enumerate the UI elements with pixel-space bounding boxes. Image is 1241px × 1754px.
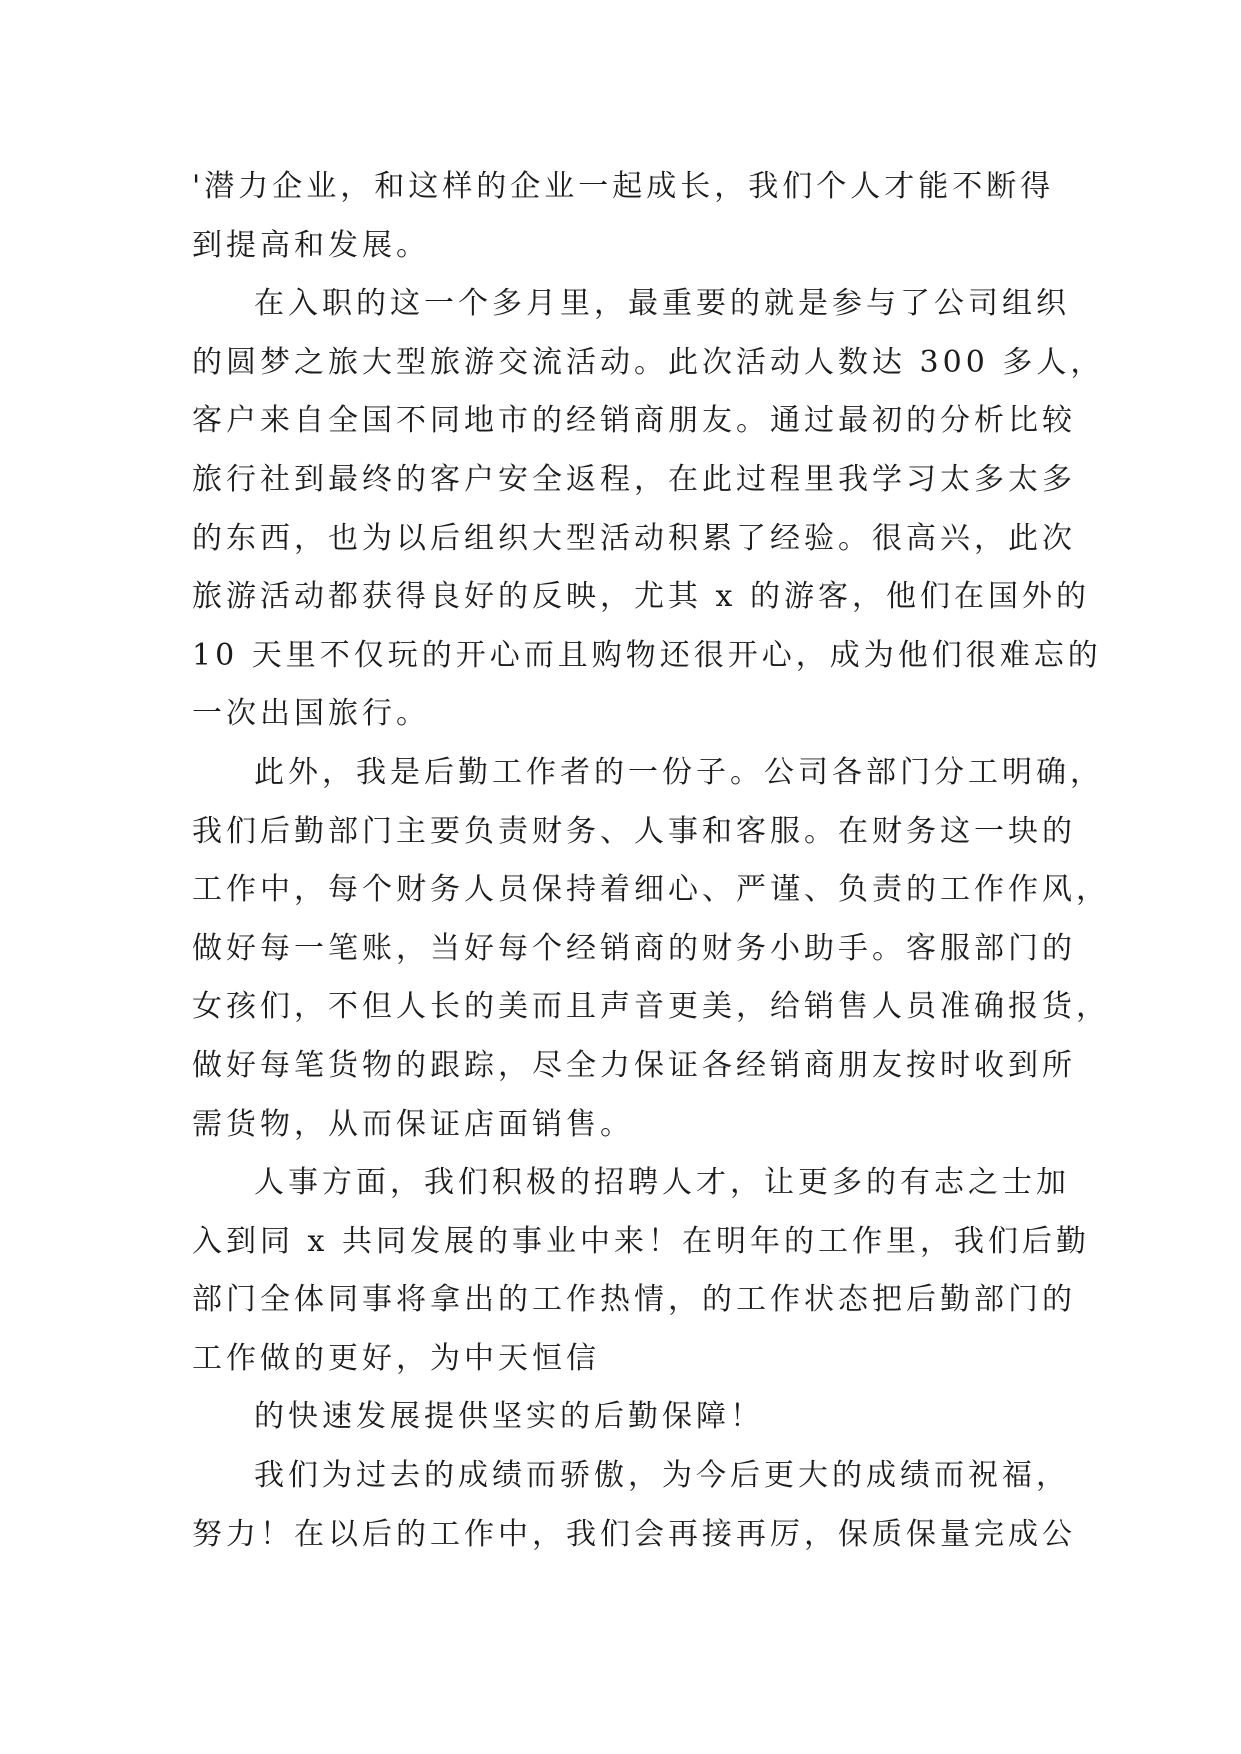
text-line: 的东西，也为以后组织大型活动积累了经验。很高兴，此次 <box>192 520 1076 556</box>
text-line: 工作做的更好，为中天恒信 <box>192 1340 600 1376</box>
paragraph-start-line: 我们为过去的成绩而骄傲，为今后更大的成绩而祝福， <box>254 1458 1070 1494</box>
text-line: 旅行社到最终的客户安全返程，在此过程里我学习太多太多 <box>192 461 1076 497</box>
text-line: 我们后勤部门主要负责财务、人事和客服。在财务这一块的 <box>192 813 1076 849</box>
text-line: 女孩们，不但人长的美而且声音更美，给销售人员准确报货， <box>192 989 1110 1025</box>
text-line: 努力！在以后的工作中，我们会再接再厉，保质保量完成公 <box>192 1516 1076 1552</box>
text-line: 客户来自全国不同地市的经销商朋友。通过最初的分析比较 <box>192 403 1076 439</box>
paragraph-start-line: 人事方面，我们积极的招聘人才，让更多的有志之士加 <box>254 1165 1070 1201</box>
paragraph-start-line: 此外，我是后勤工作者的一份子。公司各部门分工明确， <box>254 754 1104 790</box>
text-line: 工作中，每个财务人员保持着细心、严谨、负责的工作作风， <box>192 872 1110 908</box>
paragraph-start-line: 的快速发展提供坚实的后勤保障！ <box>254 1399 764 1435</box>
text-line: 做好每一笔账，当好每个经销商的财务小助手。客服部门的 <box>192 930 1076 966</box>
text-line: 旅游活动都获得良好的反映，尤其 x 的游客，他们在国外的 <box>192 579 1090 615</box>
document-body <box>192 158 1110 1564</box>
paragraph-start-line: 在入职的这一个多月里，最重要的就是参与了公司组织 <box>254 286 1070 322</box>
text-line: '潜力企业，和这样的企业一起成长，我们个人才能不断得 <box>192 169 1055 204</box>
text-line: 入到同 x 共同发展的事业中来！在明年的工作里，我们后勤 <box>192 1223 1090 1259</box>
text-line: 10 天里不仅玩的开心而且购物还很开心，成为他们很难忘的 <box>192 637 1102 673</box>
text-line: 需货物，从而保证店面销售。 <box>192 1106 634 1142</box>
text-line: 做好每笔货物的跟踪，尽全力保证各经销商朋友按时收到所 <box>192 1047 1076 1083</box>
text-line: 一次出国旅行。 <box>192 696 430 732</box>
text-line: 部门全体同事将拿出的工作热情，的工作状态把后勤部门的 <box>192 1282 1076 1318</box>
text-line: 的圆梦之旅大型旅游交流活动。此次活动人数达 300 多人， <box>192 344 1105 380</box>
text-line: 到提高和发展。 <box>192 227 430 263</box>
